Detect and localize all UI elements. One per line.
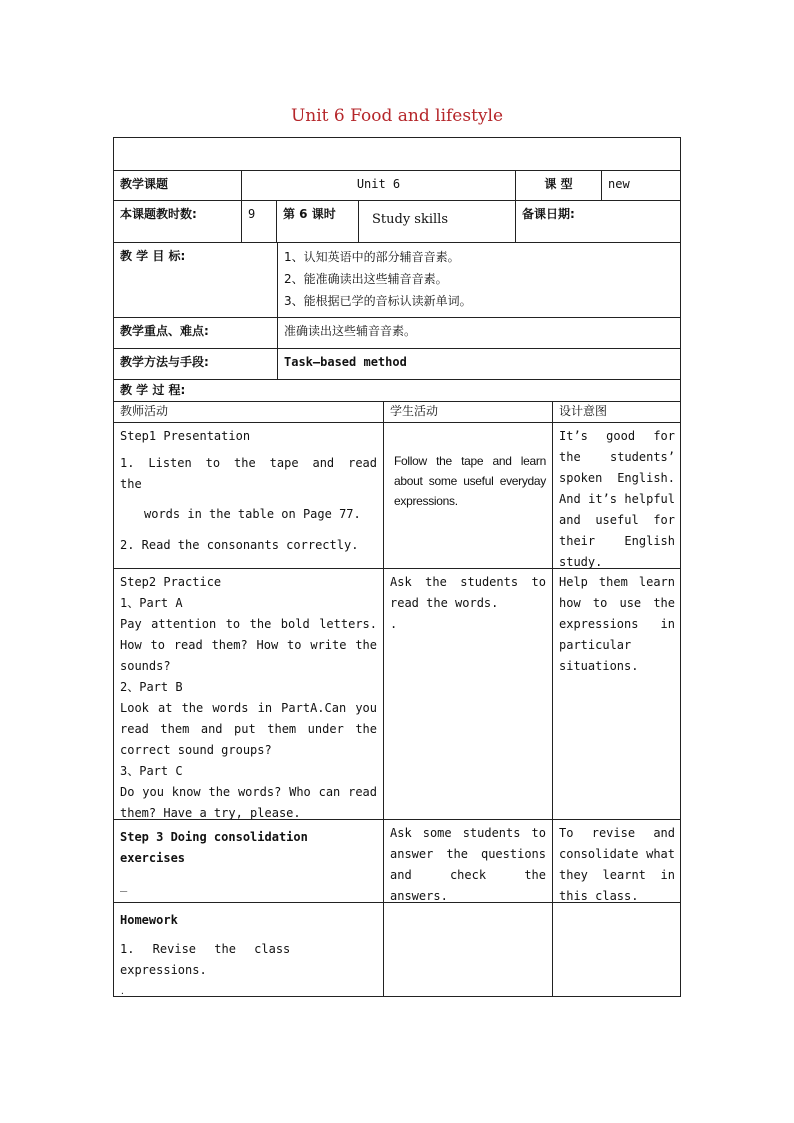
hours-label: 本课题教时数:: [113, 200, 241, 242]
header-teacher-activity: 教师活动: [113, 401, 383, 422]
period-label: 第 6 课时: [276, 200, 358, 242]
topic-label: 教学课题: [113, 170, 241, 200]
type-value: new: [601, 170, 681, 200]
process-label: 教 学 过 程:: [113, 379, 681, 401]
step3-title: Step 3 Doing consolidation exercises: [120, 830, 308, 865]
step1-item1: 1. Listen to the tape and read the: [120, 456, 377, 491]
objective-item: 3、能根据已学的音标认读新单词。: [284, 294, 472, 308]
homework-mark: .: [120, 987, 125, 996]
step1-teacher: [113, 422, 383, 568]
key-points-value: 准确读出这些辅音音素。: [277, 317, 681, 348]
step1-title: Step1 Presentation: [120, 429, 251, 443]
objective-item: 1、认知英语中的部分辅音音素。: [284, 250, 460, 264]
step1-intent: It’s good for the students’ spoken English. And it’s helpful and useful for their English study.: [552, 422, 681, 568]
homework-intent: [552, 902, 681, 997]
step2-part-c-text: Do you know the words? Who can read them? Have a try, please.: [120, 785, 377, 819]
step2-student-text: Ask the students to read the words.: [390, 575, 546, 610]
step3-intent: To revise and consolidate what they learnt in this class.: [552, 819, 681, 902]
step1-item1-cont: words in the table on Page 77.: [144, 507, 361, 521]
step2-part-b: 2、Part B: [120, 680, 183, 694]
step2-intent: Help them learn how to use the expressions in particular situations.: [552, 568, 681, 819]
step2-student-mark: .: [390, 617, 398, 631]
header-design-intent: 设计意图: [552, 401, 681, 422]
topic-value: [241, 170, 515, 200]
period-value: Study skills: [358, 200, 515, 242]
step1-item2: 2. Read the consonants correctly.: [120, 538, 359, 552]
objectives-list: [277, 242, 681, 317]
step2-part-c: 3、Part C: [120, 764, 183, 778]
methods-label: 教学方法与手段:: [113, 348, 277, 379]
lesson-plan-table: [113, 137, 681, 997]
prep-date-label: 备课日期:: [515, 200, 681, 242]
homework-item1: 1. Revise the class expressions.: [120, 942, 291, 977]
document-title: Unit 6 Food and lifestyle: [290, 106, 504, 126]
homework-title: Homework: [120, 913, 178, 927]
type-label: 课 型: [515, 170, 601, 200]
step2-teacher: [113, 568, 383, 819]
step2-part-a: 1、Part A: [120, 596, 183, 610]
blank-header-row: [113, 137, 681, 170]
step3-mark: _: [120, 878, 128, 892]
homework-teacher: [113, 902, 383, 997]
hours-value: 9: [241, 200, 276, 242]
key-points-label: 教学重点、难点:: [113, 317, 277, 348]
step2-student: [383, 568, 552, 819]
objectives-label: 教 学 目 标:: [113, 242, 277, 317]
step2-part-a-text: Pay attention to the bold letters. How to read them? How to write the sounds?: [120, 617, 377, 673]
header-student-activity: 学生活动: [383, 401, 552, 422]
step3-teacher: [113, 819, 383, 902]
methods-value: Task—based method: [277, 348, 681, 379]
step3-student: Ask some students to answer the questions and check the answers.: [383, 819, 552, 902]
step1-student: Follow the tape and learn about some useful everyday expressions.: [383, 422, 552, 568]
homework-student: [383, 902, 552, 997]
objective-item: 2、能准确读出这些辅音音素。: [284, 272, 448, 286]
step2-part-b-text: Look at the words in PartA.Can you read them and put them under the correct sound groups?: [120, 701, 377, 757]
topic-value-text: Unit 6: [356, 177, 401, 191]
step2-title: Step2 Practice: [120, 575, 222, 589]
